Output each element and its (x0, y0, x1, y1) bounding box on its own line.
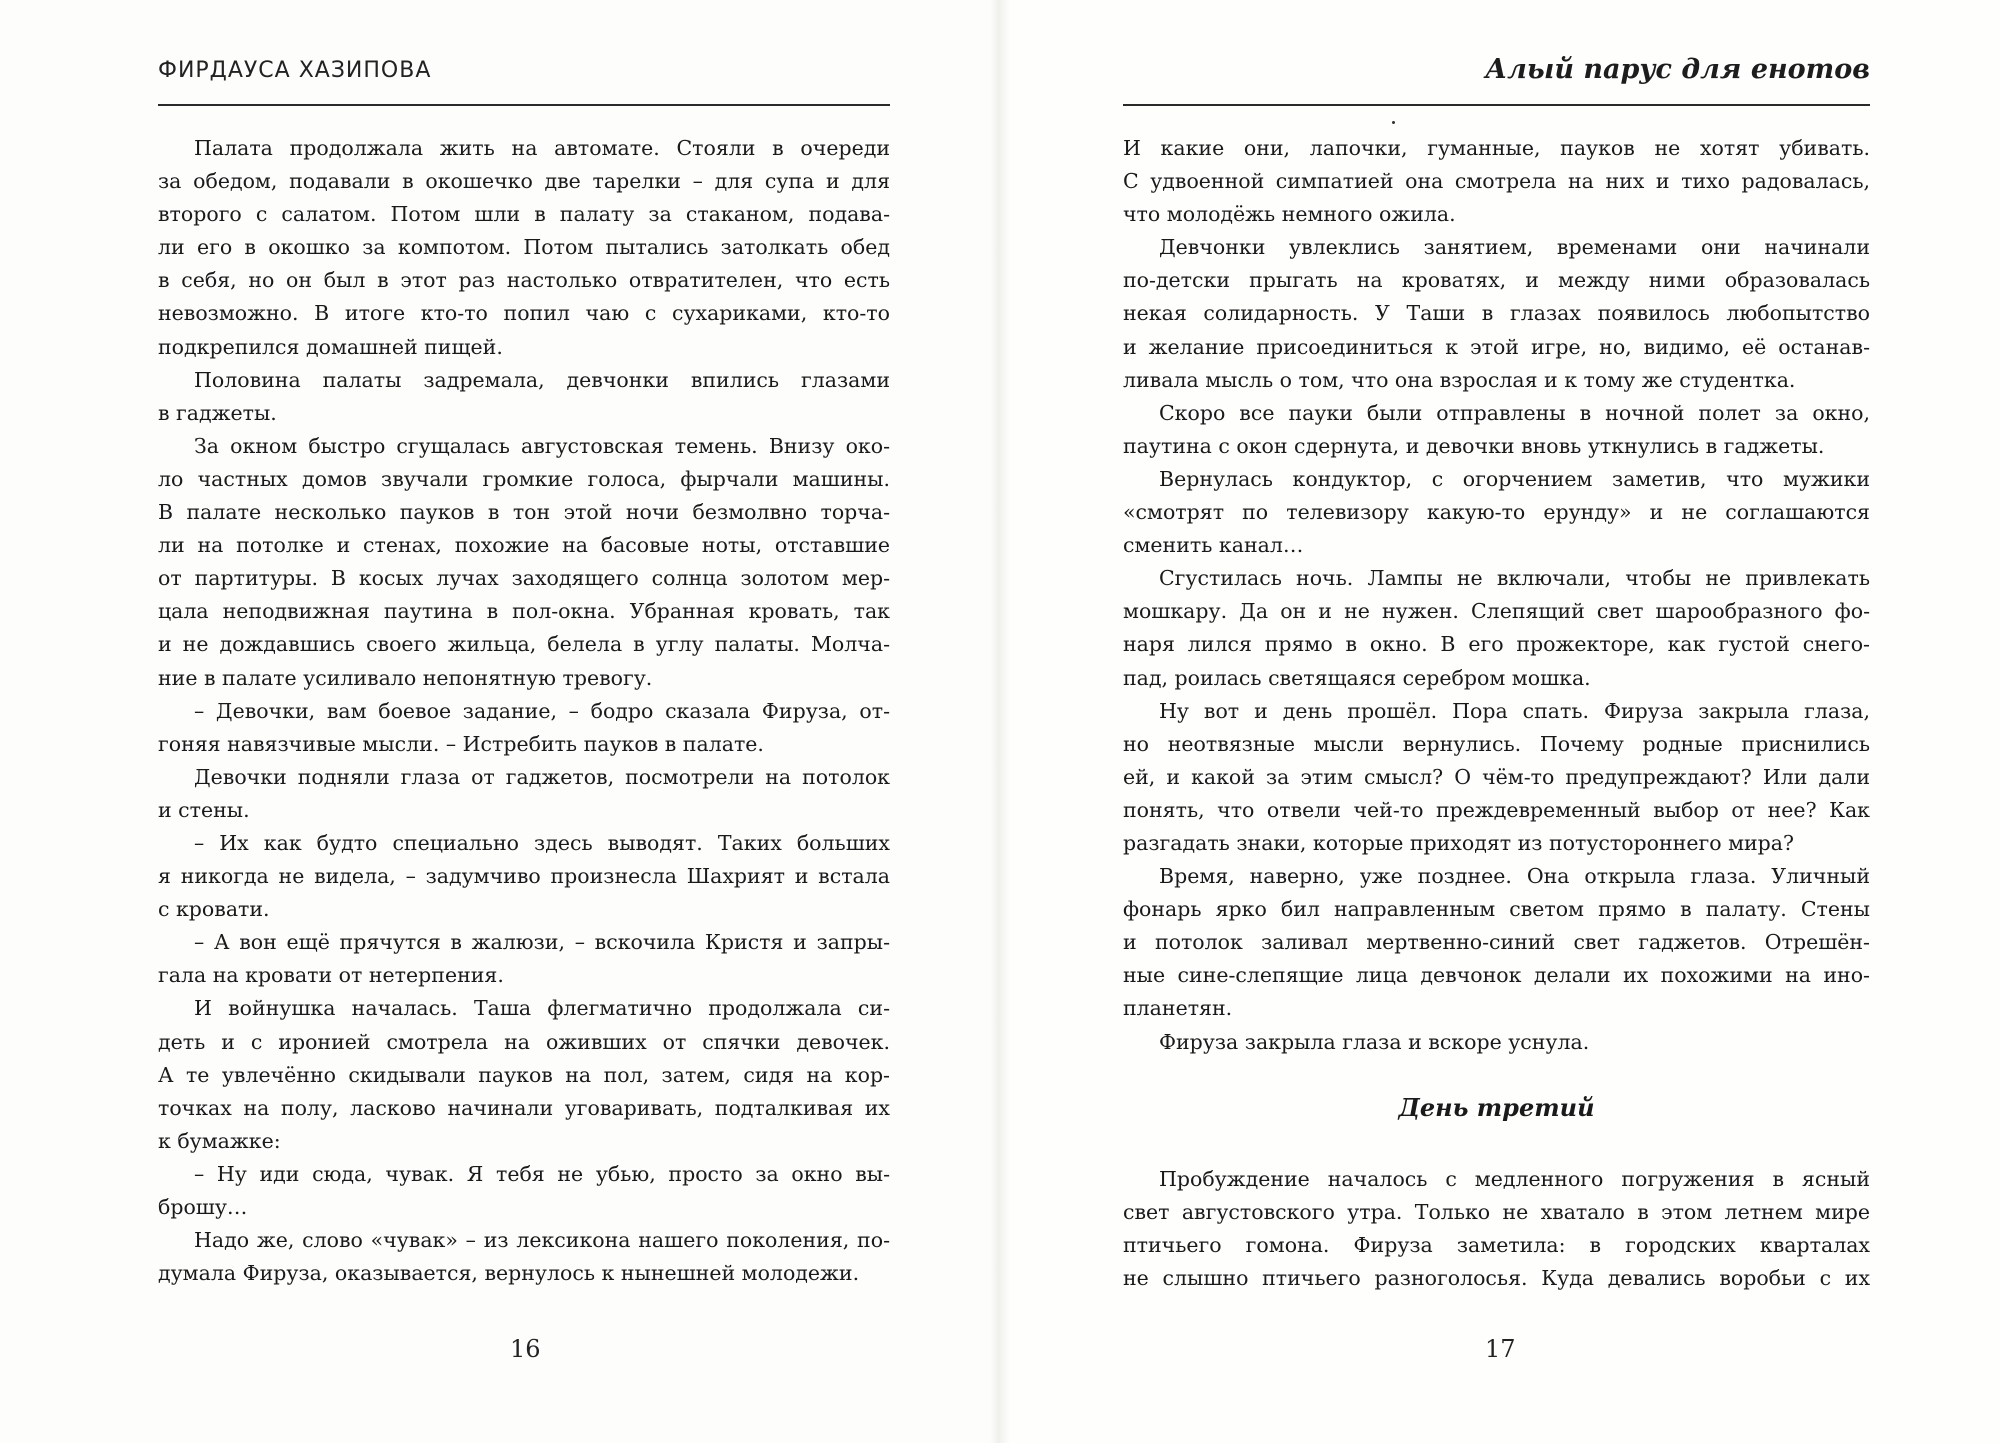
text-line: и потолок заливал мертвенно-синий свет гаджетов. Отрешён- (1123, 930, 1870, 955)
text-line: за обедом, подавали в окошечко две тарелки – для супа и для (158, 169, 890, 194)
text-line: А те увлечённо скидывали пауков на пол, затем, сидя на кор- (158, 1062, 890, 1087)
text-line: второго с салатом. Потом шли в палату за стаканом, подава- (158, 202, 890, 227)
text-line: я никогда не видела, – задумчиво произнесла Шахрият и встала (158, 864, 890, 889)
text-line: И какие они, лапочки, гуманные, пауков не хотят убивать. (1123, 136, 1870, 160)
text-line: к бумажке: (158, 1128, 281, 1153)
text-line: Половина палаты задремала, девчонки впились глазами (194, 367, 890, 392)
text-line: Палата продолжала жить на автомате. Стояли в очереди (194, 136, 890, 160)
text-line: что молодёжь немного ожила. (1123, 202, 1456, 227)
text-line: ние в палате усиливало непонятную тревогу. (158, 665, 653, 690)
running-head-title: Алый парус для енотов (1485, 54, 1870, 85)
right-page-body (1123, 132, 1870, 1059)
text-line: в себя, но он был в этот раз настолько отвратителен, что есть (158, 268, 890, 293)
page-number-right: 17 (1485, 1335, 1516, 1363)
text-line: В палате несколько пауков в тон этой ночи безмолвно торча- (158, 500, 890, 525)
text-line: пад, роилась светящаяся серебром мошка. (1123, 665, 1591, 690)
text-line: ли на потолке и стенах, похожие на басовые ноты, отставшие (158, 533, 890, 558)
chapter-heading: День третий (1398, 1093, 1595, 1122)
text-line: Пробуждение началось с медленного погружения в ясный (1159, 1167, 1870, 1191)
text-line: планетян. (1123, 996, 1233, 1021)
text-line: разгадать знаки, которые приходят из потустороннего мира? (1123, 830, 1795, 855)
text-line: по-детски прыгать на кроватях, и между ними образовалась (1123, 268, 1870, 293)
text-line: С удвоенной симпатией она смотрела на них и тихо радовалась, (1123, 169, 1870, 194)
text-line: думала Фируза, оказывается, вернулось к нынешней молодежи. (158, 1261, 860, 1286)
text-line: Девчонки увлеклись занятием, временами они начинали (1159, 235, 1870, 260)
text-line: – Их как будто специально здесь выводят. Таких больших (194, 830, 890, 855)
text-line: некая солидарность. У Таши в глазах появилось любопытство (1123, 301, 1870, 326)
text-line: мошкару. Да он и не нужен. Слепящий свет шарообразного фо- (1123, 599, 1870, 624)
left-page-body (158, 132, 890, 1290)
text-line: птичьего гомона. Фируза заметила: в городских кварталах (1123, 1233, 1870, 1258)
text-line: подкрепился домашней пищей. (158, 334, 503, 359)
text-line: невозможно. В итоге кто-то попил чаю с сухариками, кто-то (158, 301, 890, 326)
page-number-left: 16 (510, 1335, 541, 1363)
text-line: фонарь ярко бил направленным светом прямо в палату. Стены (1123, 897, 1870, 922)
text-line: ли его в окошко за компотом. Потом пытались затолкать обед (158, 235, 890, 260)
print-speck (1392, 121, 1395, 124)
text-line: свет августовского утра. Только не хватало в этом летнем мире (1123, 1200, 1870, 1225)
text-line: деть и с иронией смотрела на оживших от спячки девочек. (158, 1029, 890, 1054)
text-line: Ну вот и день прошёл. Пора спать. Фируза закрыла глаза, (1159, 698, 1870, 723)
text-line: Сгустилась ночь. Лампы не включали, чтобы не привлекать (1159, 566, 1870, 591)
text-line: – Ну иди сюда, чувак. Я тебя не убью, просто за окно вы- (194, 1161, 890, 1186)
text-line: «смотрят по телевизору какую-то ерунду» и не соглашаются (1123, 500, 1870, 525)
text-line: цала неподвижная паутина в пол-окна. Убранная кровать, так (158, 599, 890, 624)
running-head-author: ФИРДАУСА ХАЗИПОВА (158, 58, 432, 83)
text-line: понять, что отвели чей-то преждевременный выбор от нее? Как (1123, 797, 1870, 822)
text-line: и желание присоединиться к этой игре, но, видимо, её останав- (1123, 334, 1870, 359)
text-line: сменить канал… (1123, 533, 1304, 558)
text-line: Вернулась кондуктор, с огорчением заметив, что мужики (1159, 466, 1870, 491)
text-line: брошу… (158, 1195, 248, 1219)
text-line: Надо же, слово «чувак» – из лексикона нашего поколения, по- (194, 1228, 890, 1253)
text-line: – А вон ещё прячутся в жалюзи, – вскочила Кристя и запры- (194, 930, 890, 955)
text-line: но неотвязные мысли вернулись. Почему родные приснились (1123, 731, 1870, 756)
text-line: И войнушка началась. Таша флегматично продолжала си- (194, 996, 890, 1021)
text-line: ливала мысль о том, что она взрослая и к тому же студентка. (1123, 367, 1796, 392)
text-line: гала на кровати от нетерпения. (158, 963, 504, 988)
text-line: Фируза закрыла глаза и вскоре уснула. (1159, 1029, 1590, 1054)
text-line: не слышно птичьего разноголосья. Куда девались воробьи с их (1123, 1266, 1870, 1291)
text-line: Время, наверно, уже позднее. Она открыла глаза. Уличный (1159, 864, 1870, 889)
text-line: гоняя навязчивые мысли. – Истребить пауков в палате. (158, 731, 764, 756)
text-line: Скоро все пауки были отправлены в ночной полет за окно, (1159, 400, 1870, 425)
text-line: точках на полу, ласково начинали уговаривать, подталкивая их (158, 1095, 890, 1120)
right-page-body-after-heading (1123, 1163, 1870, 1295)
text-line: от партитуры. В косых лучах заходящего солнца золотом мер- (158, 566, 890, 591)
text-line: Девочки подняли глаза от гаджетов, посмотрели на потолок (194, 764, 890, 789)
text-line: За окном быстро сгущалась августовская темень. Внизу око- (194, 433, 890, 458)
text-line: ные сине-слепящие лица девчонок делали их похожими на ино- (1123, 963, 1870, 988)
text-line: ло частных домов звучали громкие голоса, фырчали машины. (158, 466, 890, 491)
text-line: – Девочки, вам боевое задание, – бодро сказала Фируза, от- (194, 698, 890, 723)
text-line: в гаджеты. (158, 400, 277, 425)
header-rule-right (1123, 104, 1870, 106)
header-rule-left (158, 104, 890, 106)
book-gutter (990, 0, 1010, 1443)
text-line: и стены. (158, 797, 250, 822)
text-line: наря лился прямо в окно. В его прожекторе, как густой снего- (1123, 632, 1870, 657)
text-line: паутина с окон сдернута, и девочки вновь уткнулись в гаджеты. (1123, 433, 1825, 458)
text-line: ей, и какой за этим смысл? О чём-то предупреждают? Или дали (1123, 764, 1870, 789)
text-line: с кровати. (158, 897, 270, 922)
text-line: и не дождавшись своего жильца, белела в углу палаты. Молча- (158, 632, 890, 657)
